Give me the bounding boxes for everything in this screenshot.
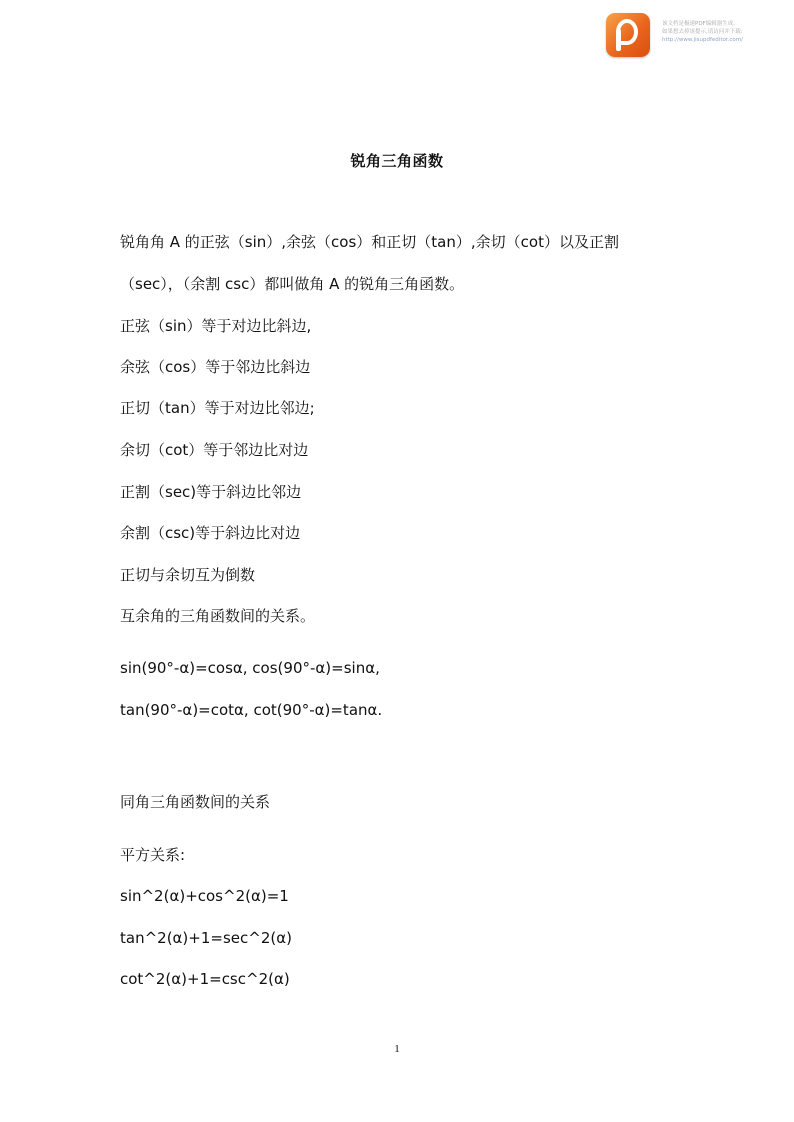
formula-line: tan(90°-α)=cotα, cot(90°-α)=tanα.: [120, 701, 383, 719]
document-title: 锐角三角函数: [350, 152, 444, 170]
text-line: 互余角的三角函数间的关系。: [120, 607, 316, 625]
text-line: 余割（csc)等于斜边比对边: [120, 524, 301, 542]
formula-line: sin^2(α)+cos^2(α)=1: [120, 887, 289, 905]
text-line: 锐角角 A 的正弦（sin）,余弦（cos）和正切（tan）,余切（cot）以及正割: [120, 233, 619, 251]
text-line: （sec），（余割 csc）都叫做角 A 的锐角三角函数。: [120, 275, 465, 293]
formula-line: cot^2(α)+1=csc^2(α): [120, 970, 290, 988]
watermark-notice: [662, 20, 786, 44]
text-line: 正切与余切互为倒数: [120, 566, 256, 584]
text-line: 正弦（sin）等于对边比斜边,: [120, 317, 312, 335]
formula-line: tan^2(α)+1=sec^2(α): [120, 929, 292, 947]
watermark-line-1: 该文档是极速PDF编辑器生成,: [662, 21, 735, 27]
page-number: 1: [394, 1043, 400, 1055]
text-line: 正切（tan）等于对边比邻边;: [120, 399, 315, 417]
section-heading: 同角三角函数间的关系: [120, 793, 271, 811]
formula-line: sin(90°-α)=cosα, cos(90°-α)=sinα,: [120, 659, 380, 677]
text-line: 余弦（cos）等于邻边比斜边: [120, 358, 311, 376]
text-line: 平方关系:: [120, 846, 186, 864]
watermark-url[interactable]: http://www.jisupdfeditor.com/: [662, 37, 743, 43]
pdf-editor-logo: [606, 13, 650, 57]
text-line: 正割（sec)等于斜边比邻边: [120, 483, 302, 501]
text-line: 余切（cot）等于邻边比对边: [120, 441, 309, 459]
logo-letter-p-stem: [616, 29, 621, 51]
watermark-line-2: 如果想去掉该提示,请访问并下载:: [662, 29, 743, 35]
